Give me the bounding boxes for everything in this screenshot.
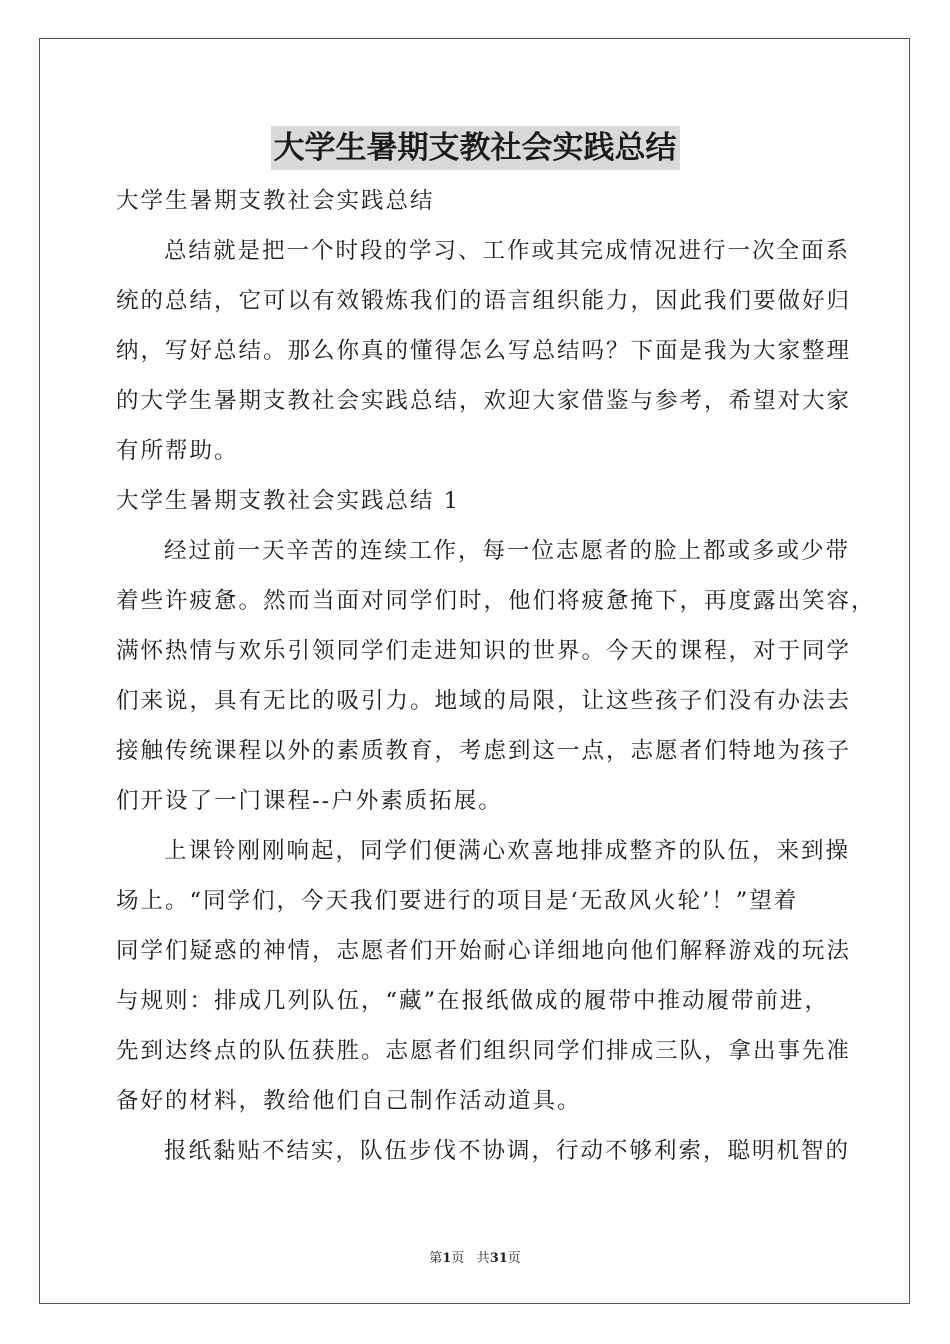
text-line: 同学们疑惑的神情，志愿者们开始耐心详细地向他们解释游戏的玩法 bbox=[116, 938, 852, 964]
text-line: 统的总结，它可以有效锻炼我们的语言组织能力，因此我们要做好归 bbox=[116, 288, 852, 314]
text-line: 大学生暑期支教社会实践总结 1 bbox=[116, 488, 460, 514]
title-container bbox=[0, 126, 950, 170]
text-line: 着些许疲惫。然而当面对同学们时，他们将疲惫掩下，再度露出笑容， bbox=[116, 588, 876, 614]
total-prefix: 共 bbox=[476, 1251, 490, 1266]
text-line: 先到达终点的队伍获胜。志愿者们组织同学们排成三队，拿出事先准 bbox=[116, 1038, 852, 1064]
page-prefix: 第 bbox=[429, 1251, 443, 1266]
text-line: 满怀热情与欢乐引领同学们走进知识的世界。今天的课程，对于同学 bbox=[116, 638, 852, 664]
document-title: 大学生暑期支教社会实践总结 bbox=[271, 126, 680, 170]
page-suffix: 页 bbox=[451, 1251, 465, 1266]
text-line: 经过前一天辛苦的连续工作，每一位志愿者的脸上都或多或少带 bbox=[164, 538, 851, 564]
total-pages: 31 bbox=[489, 1251, 508, 1266]
text-line: 大学生暑期支教社会实践总结 bbox=[116, 188, 435, 214]
text-line: 报纸黏贴不结实，队伍步伐不协调，行动不够利索，聪明机智的 bbox=[164, 1138, 851, 1164]
document-body bbox=[116, 176, 876, 1176]
page-number: 1 bbox=[442, 1251, 452, 1266]
text-line: 的大学生暑期支教社会实践总结，欢迎大家借鉴与参考，希望对大家 bbox=[116, 388, 852, 414]
text-line: 纳，写好总结。那么你真的懂得怎么写总结吗？下面是我为大家整理 bbox=[116, 338, 852, 364]
text-line: 场上。“同学们，今天我们要进行的项目是‘无敌风火轮’！”望着 bbox=[116, 888, 799, 914]
text-line: 与规则：排成几列队伍，“藏”在报纸做成的履带中推动履带前进， bbox=[116, 988, 830, 1014]
text-line: 们开设了一门课程--户外素质拓展。 bbox=[116, 788, 503, 814]
text-line: 们来说，具有无比的吸引力。地域的局限，让这些孩子们没有办法去 bbox=[116, 688, 852, 714]
page-footer bbox=[0, 1247, 950, 1266]
text-line: 上课铃刚刚响起，同学们便满心欢喜地排成整齐的队伍，来到操 bbox=[164, 838, 851, 864]
total-suffix: 页 bbox=[507, 1251, 521, 1266]
text-line: 备好的材料，教给他们自己制作活动道具。 bbox=[116, 1088, 582, 1114]
text-line: 有所帮助。 bbox=[116, 438, 239, 464]
text-line: 总结就是把一个时段的学习、工作或其完成情况进行一次全面系 bbox=[164, 238, 851, 264]
text-line: 接触传统课程以外的素质教育，考虑到这一点，志愿者们特地为孩子 bbox=[116, 738, 852, 764]
